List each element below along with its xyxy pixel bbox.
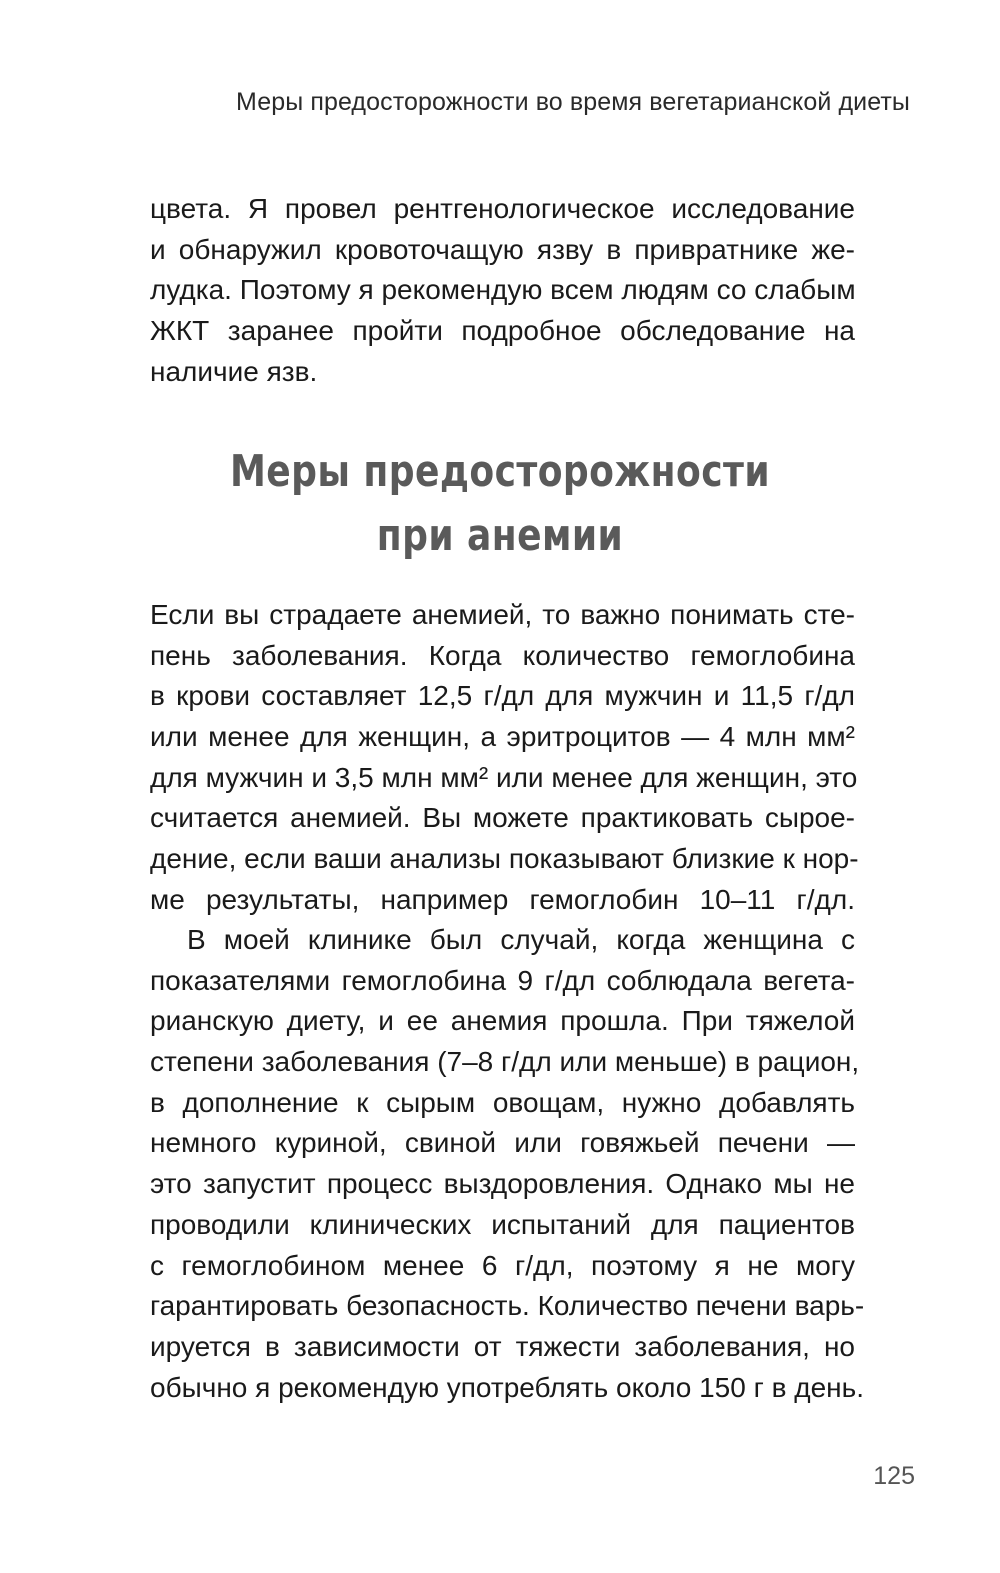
text-line: пень заболевания. Когда количество гемоглобина [150,639,855,671]
text-line: ЖКТ заранее пройти подробное обследование на [150,315,855,347]
heading-line: при анемии [376,510,624,561]
text-line: цвета. Я провел рентгенологическое исследование [150,193,855,224]
text-line: лудка. Поэтому я рекомендую всем людям со слабым [150,274,856,306]
text-line: и обнаружил кровоточащую язву в привратнике же- [150,233,855,265]
text-line: наличие язв. [150,355,318,387]
text-line: В моей клинике был случай, когда женщина с [187,924,855,955]
text-line: для мужчин и 3,5 млн мм² или менее для женщин, это [150,761,858,793]
text-line: или менее для женщин, а эритроцитов — 4 млн мм² [150,721,855,753]
text-line: дение, если ваши анализы показывают близкие к нор- [150,843,859,875]
paragraph-ulcer [150,189,855,392]
text-line: в крови составляет 12,5 г/дл для мужчин и 11,5 г/дл [150,680,855,712]
page-number: 125 [873,1462,915,1490]
text-line: ме результаты, например гемоглобин 10–11 г/дл. [150,883,855,915]
text-line: обычно я рекомендую употреблять около 150 г в день. [150,1371,864,1403]
paragraph-clinic-case [150,920,865,1408]
text-line: рианскую диету, и ее анемия прошла. При тяжелой [150,1005,855,1037]
text-line: показателями гемоглобина 9 г/дл соблюдала вегета- [150,964,855,996]
text-line: гарантировать безопасность. Количество печени варь- [150,1290,865,1322]
heading-line: Меры предосторожности [229,446,771,497]
text-line: степени заболевания (7–8 г/дл или меньше) в рацион, [150,1046,860,1078]
text-line: Если вы страдаете анемией, то важно понимать сте- [150,599,855,630]
text-line: ируется в зависимости от тяжести заболевания, но [150,1330,855,1362]
text-line: это запустит процесс выздоровления. Однако мы не [150,1168,855,1200]
text-line: с гемоглобином менее 6 г/дл, поэтому я не могу [150,1249,855,1281]
text-line: в дополнение к сырым овощам, нужно добавлять [150,1086,855,1118]
section-heading [0,440,1000,568]
text-line: считается анемией. Вы можете практиковать сырое- [150,802,855,834]
running-head: Меры предосторожности во время вегетарианской диеты [236,88,910,116]
paragraph-anemia-definition [150,595,859,921]
text-line: немного куриной, свиной или говяжьей печени — [150,1127,855,1159]
text-line: проводили клинических испытаний для пациентов [150,1208,855,1240]
